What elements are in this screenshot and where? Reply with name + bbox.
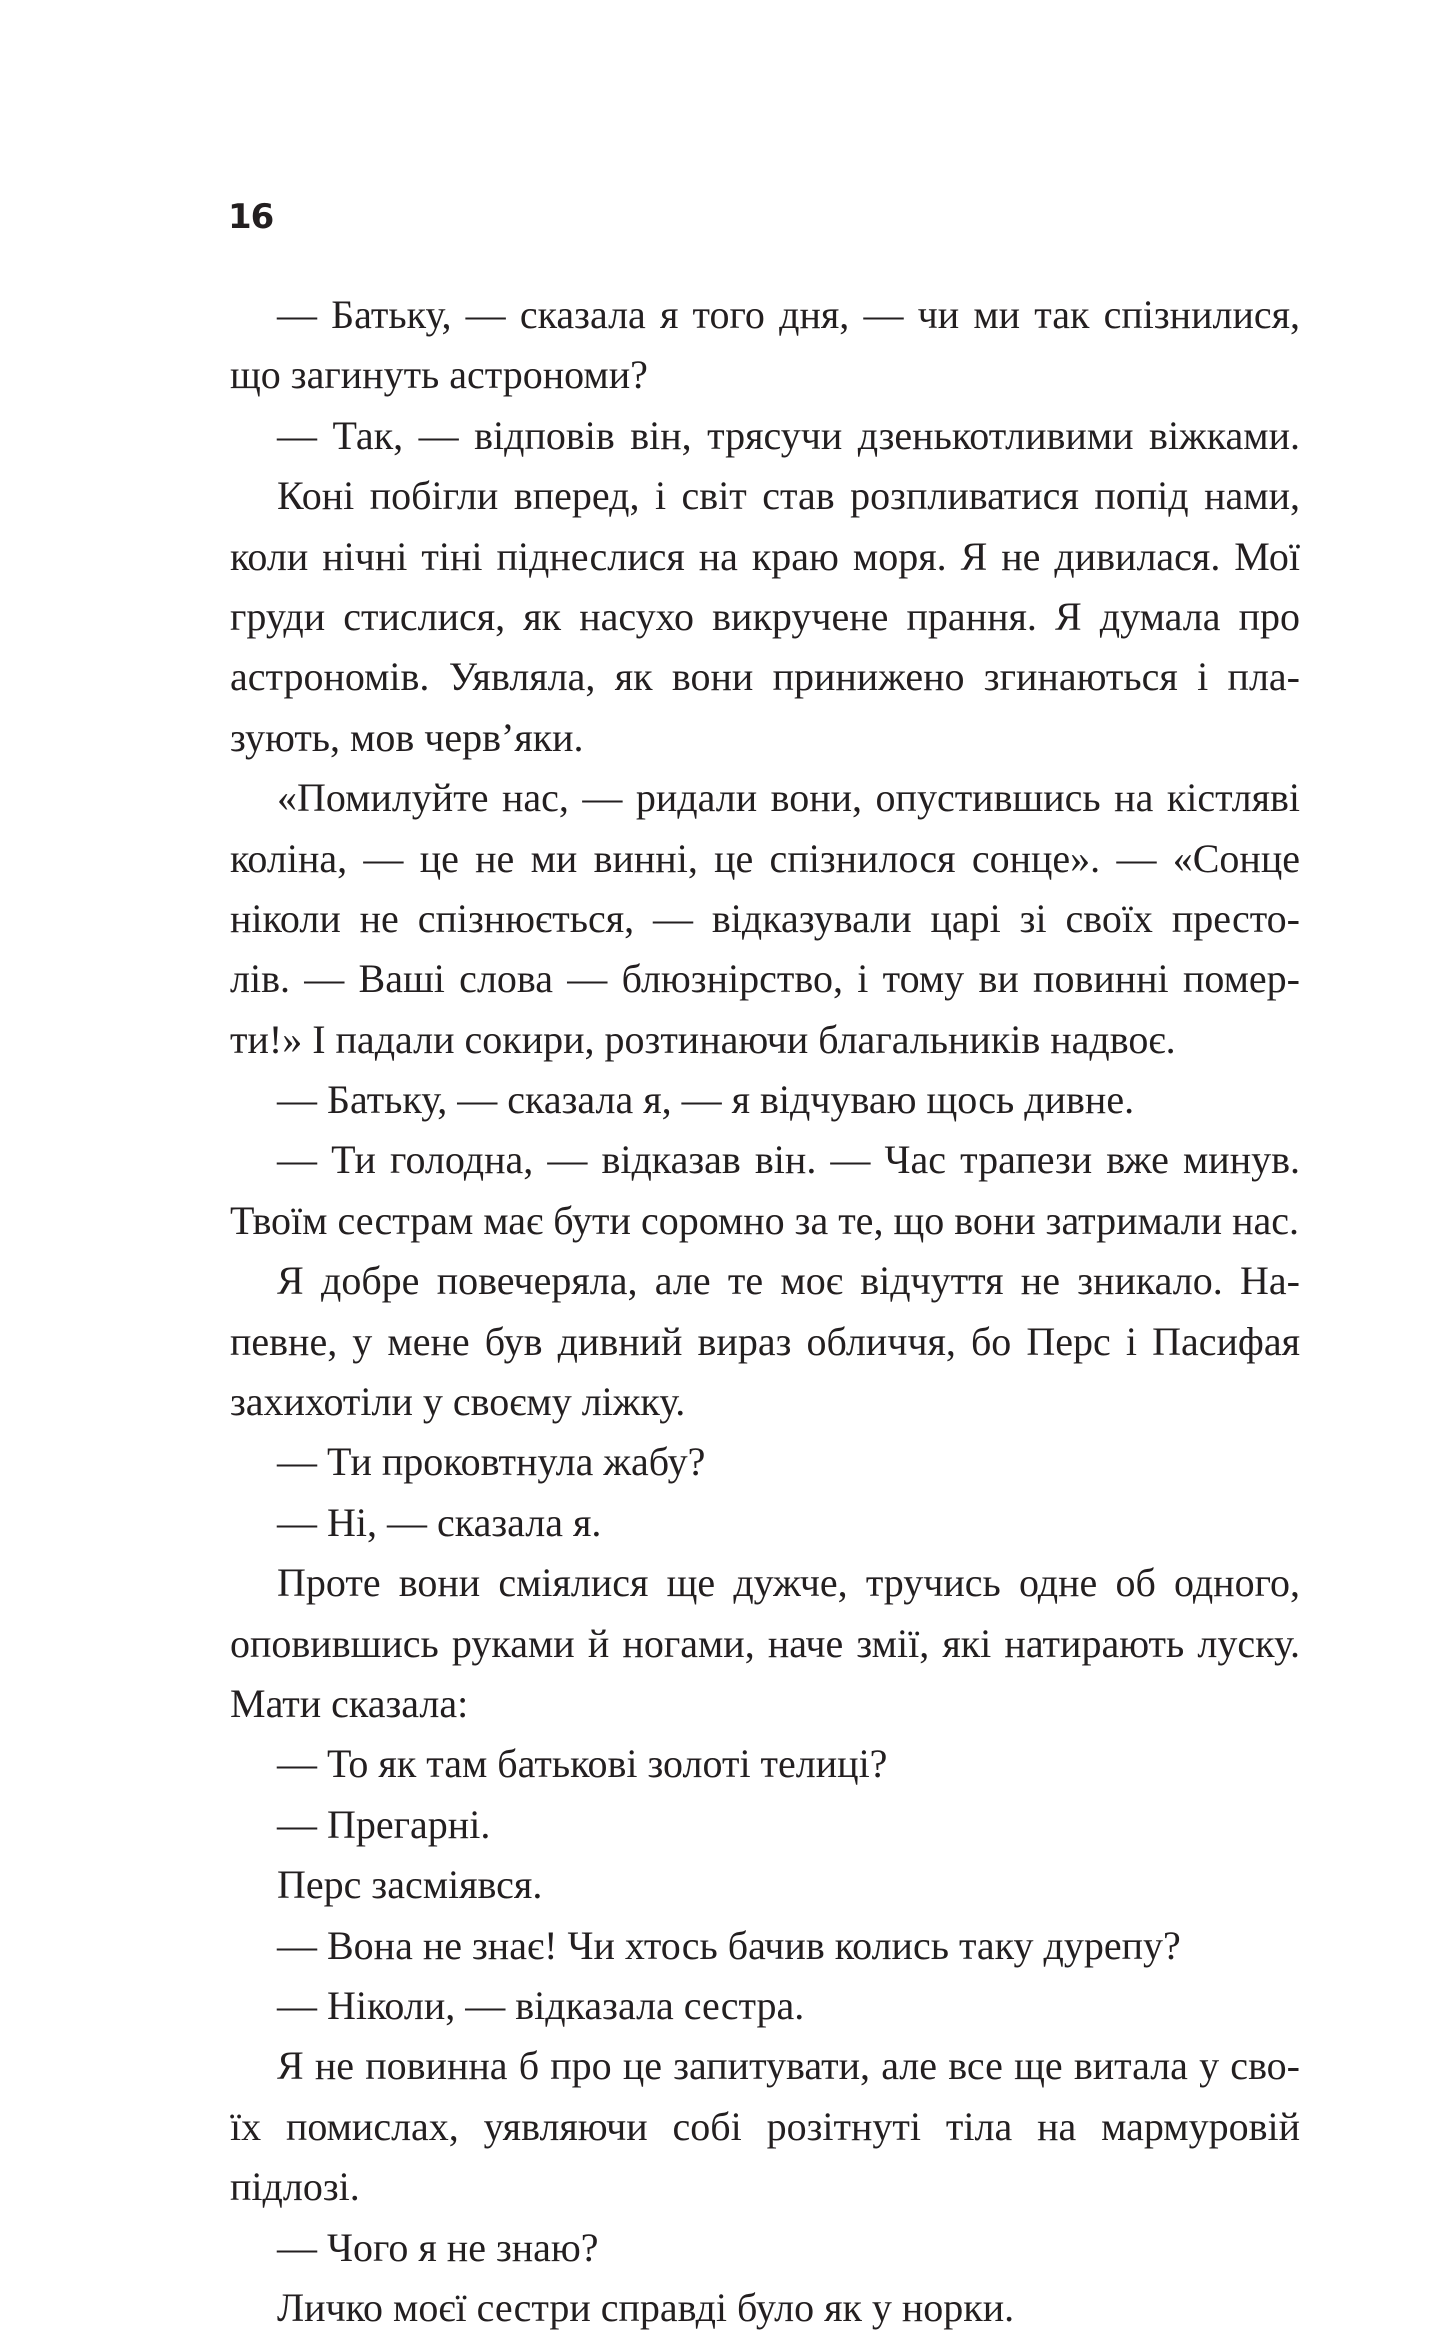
text-line: — Батьку, — сказала я, — я відчуваю щось дивне.	[277, 1077, 1135, 1123]
text-line: оповившись руками й ногами, наче змії, які натирають луску.	[230, 1620, 1300, 1666]
text-line: їх помислах, уявляючи собі розітнуті тіла на мармуровій	[230, 2103, 1300, 2149]
text-line: ніколи не спізнюється, — відказували царі зі своїх престо-	[230, 895, 1300, 941]
text-line: Личко моєї сестри справді було як у норки.	[277, 2284, 1015, 2330]
text-line: Мати сказала:	[230, 1680, 469, 1726]
text-line: коліна, — це не ми винні, це спізнилося сонце». — «Сонце	[230, 835, 1300, 881]
text-line: Перс засміявся.	[277, 1862, 543, 1908]
text-line: — Ти голодна, — відказав він. — Час трапези вже минув.	[277, 1137, 1300, 1183]
text-line: зують, мов черв’яки.	[230, 714, 584, 760]
text-line: що загинуть астрономи?	[230, 352, 648, 398]
text-line: — То як там батькові золоті телиці?	[277, 1741, 888, 1787]
text-line: підлозі.	[230, 2164, 360, 2210]
text-line: ти!» І падали сокири, розтинаючи благальників надвоє.	[230, 1016, 1176, 1062]
text-line: Коні побігли вперед, і світ став розпливатися попід нами,	[277, 473, 1300, 519]
text-line: «Помилуйте нас, — ридали вони, опустившись на кістляві	[277, 775, 1300, 821]
text-line: лів. — Ваші слова — блюзнірство, і тому ви повинні помер-	[230, 956, 1300, 1002]
text-line: коли нічні тіні піднеслися на краю моря. Я не дивилася. Мої	[230, 533, 1300, 579]
text-line: — Ти проковтнула жабу?	[277, 1439, 706, 1485]
body-text	[230, 285, 1300, 2338]
text-line: — Ні, — сказала я.	[277, 1499, 602, 1545]
page-number: 16	[228, 197, 274, 237]
text-line: — Чого я не знаю?	[277, 2224, 599, 2270]
text-line: — Ніколи, — відказала сестра.	[277, 1982, 805, 2028]
text-line: певне, у мене був дивний вираз обличчя, бо Перс і Пасифая	[230, 1318, 1300, 1364]
text-line: Твоїм сестрам має бути соромно за те, що вони затримали нас.	[230, 1197, 1299, 1243]
text-line: Я добре повечеряла, але те моє відчуття не зникало. На-	[277, 1258, 1300, 1304]
text-line: — Прегарні.	[277, 1801, 491, 1847]
text-line: астрономів. Уявляла, як вони принижено згинаються і пла-	[230, 654, 1300, 700]
text-line: — Вона не знає! Чи хтось бачив колись таку дурепу?	[277, 1922, 1181, 1968]
text-line: — Так, — відповів він, трясучи дзенькотливими віжками.	[277, 412, 1300, 458]
text-line: — Батьку, — сказала я того дня, — чи ми так спізнилися,	[277, 292, 1300, 337]
text-line: Проте вони сміялися ще дужче, тручись одне об одного,	[277, 1560, 1300, 1606]
text-line: груди стислися, як насухо викручене прання. Я думала про	[230, 593, 1300, 639]
text-line: Я не повинна б про це запитувати, але все ще витала у сво-	[277, 2043, 1300, 2089]
text-line: захихотіли у своєму ліжку.	[230, 1379, 686, 1425]
